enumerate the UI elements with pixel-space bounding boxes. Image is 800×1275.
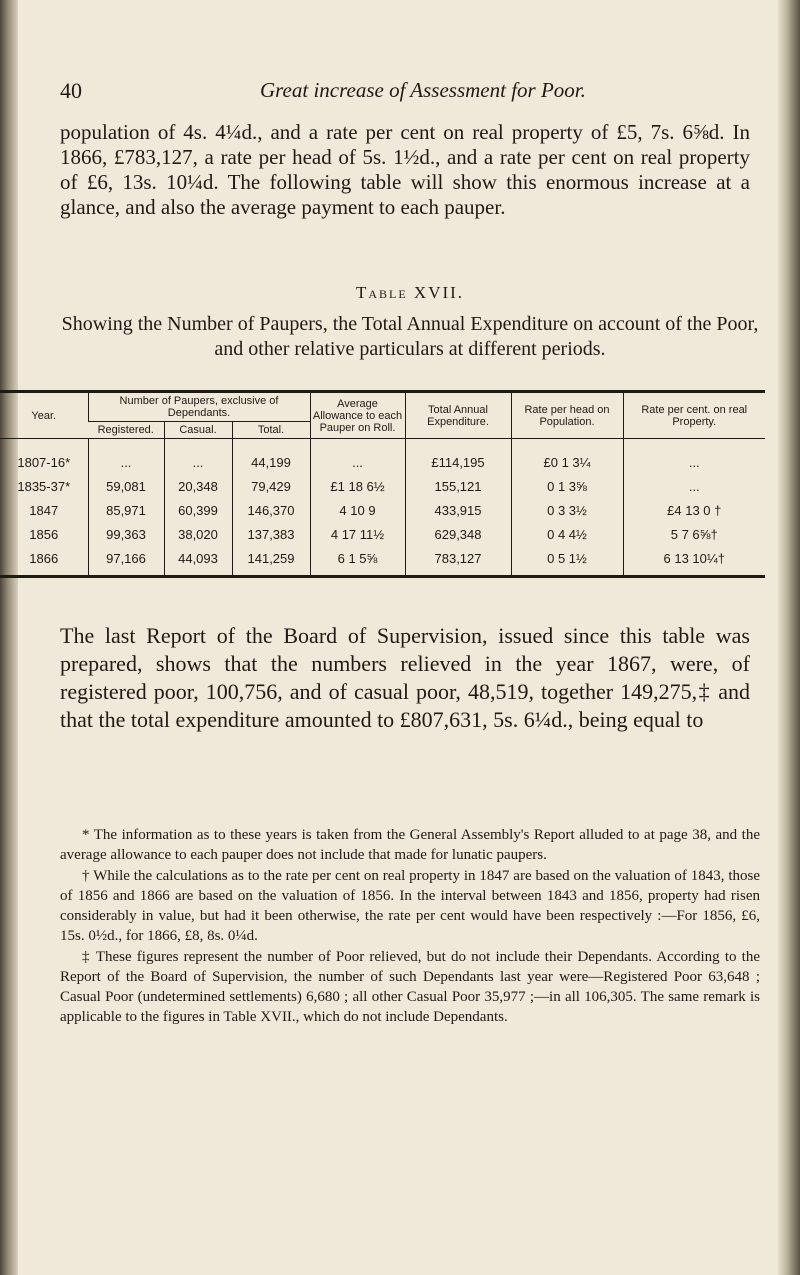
cell-total: 79,429 bbox=[232, 474, 310, 498]
cell-registered: 59,081 bbox=[88, 474, 164, 498]
footnote-asterisk: * The information as to these years is taken from the General Assembly's Report alluded to at page 38, and the average allowance to each pauper does not include that made for lunatic paupers. bbox=[60, 827, 760, 863]
table-caption: Showing the Number of Paupers, the Total Annual Expenditure on account of the Poor, and other relative particulars at different periods. bbox=[61, 313, 759, 360]
cell-allowance: 4 17 11½ bbox=[310, 522, 405, 546]
running-head: Great increase of Assessment for Poor. bbox=[260, 78, 586, 102]
table-row bbox=[0, 546, 765, 577]
cell-expenditure: 783,127 bbox=[405, 546, 511, 577]
header-registered: Registered. bbox=[88, 422, 164, 439]
header-paupers-group: Number of Paupers, exclusive of Dependants. bbox=[88, 392, 310, 422]
table-row bbox=[0, 522, 765, 546]
header-rate-head: Rate per head on Population. bbox=[511, 392, 623, 439]
cell-registered: ... bbox=[88, 439, 164, 475]
cell-rate-head: 0 4 4½ bbox=[511, 522, 623, 546]
table-row bbox=[0, 474, 765, 498]
cell-expenditure: 629,348 bbox=[405, 522, 511, 546]
table-title: Table XVII. bbox=[355, 283, 465, 302]
header-expenditure: Total Annual Expenditure. bbox=[405, 392, 511, 439]
cell-casual: 20,348 bbox=[164, 474, 232, 498]
cell-expenditure: £114,195 bbox=[405, 439, 511, 475]
cell-expenditure: 433,915 bbox=[405, 498, 511, 522]
page-number: 40 bbox=[60, 78, 82, 103]
cell-year: 1847 bbox=[29, 502, 59, 518]
body-paragraph: The last Report of the Board of Supervision, issued since this table was prepared, shows that the numbers relieved in the year 1867, were, of registered poor, 100,756, and of casual poor, 48,519, together 149,275,‡ and that the total expenditure amounted to £807,631, 5s. 6¼d., being equal to bbox=[60, 623, 750, 732]
cell-rate-head: £0 1 3¼ bbox=[511, 439, 623, 475]
cell-expenditure: 155,121 bbox=[405, 474, 511, 498]
cell-rate-cent: ... bbox=[623, 439, 765, 475]
footnotes bbox=[60, 825, 760, 1028]
footnote-double-dagger: ‡ These figures represent the number of Poor relieved, but do not include their Dependants. According to the Report of the Board of Supervision, the number of such Dependants last year were—Registered Poor 63,648 ; Casual Poor (undetermined settlements) 6,680 ; all other Casual Poor 35,977 ;—in all 106,305. The same remark is applicable to the figures in Table XVII., which do not include Dependants. bbox=[60, 949, 760, 1025]
table-container bbox=[0, 390, 765, 578]
cell-casual: 38,020 bbox=[164, 522, 232, 546]
cell-total: 146,370 bbox=[232, 498, 310, 522]
cell-casual: ... bbox=[164, 439, 232, 475]
cell-year: 1835-37* bbox=[17, 478, 71, 494]
cell-year: 1807-16* bbox=[17, 454, 71, 470]
cell-casual: 44,093 bbox=[164, 546, 232, 577]
cell-total: 44,199 bbox=[232, 439, 310, 475]
cell-total: 137,383 bbox=[232, 522, 310, 546]
cell-registered: 85,971 bbox=[88, 498, 164, 522]
footnote-dagger: † While the calculations as to the rate per cent on real property in 1847 are based on the valuation of 1843, those of 1856 and 1866 are based on the valuation of 1856. In the interval between 1843 and 1856, property had risen considerably in value, but had it been otherwise, the rate per cent would have been respectively :—For 1856, £6, 15s. 0½d., for 1866, £8, 8s. 0¼d. bbox=[60, 868, 760, 944]
cell-rate-cent: 5 7 6⅝† bbox=[623, 522, 765, 546]
cell-rate-cent: ... bbox=[623, 474, 765, 498]
header-casual: Casual. bbox=[164, 422, 232, 439]
cell-year: 1866 bbox=[29, 550, 59, 566]
book-page bbox=[17, 0, 760, 1275]
intro-paragraph: population of 4s. 4¼d., and a rate per cent on real property of £5, 7s. 6⅝d. In 1866, £783,127, a rate per head of 5s. 1½d., and a rate per cent on real property of £6, 13s. 10¼d. The following table will show this enormous increase at a glance, and also the average payment to each pauper. bbox=[60, 120, 750, 219]
header-rate-cent: Rate per cent. on real Property. bbox=[623, 392, 765, 439]
cell-rate-cent: £4 13 0 † bbox=[623, 498, 765, 522]
cell-rate-head: 0 5 1½ bbox=[511, 546, 623, 577]
cell-allowance: ... bbox=[310, 439, 405, 475]
cell-allowance: 4 10 9 bbox=[310, 498, 405, 522]
table-row bbox=[0, 498, 765, 522]
header-allowance: Average Allowance to each Pauper on Roll. bbox=[310, 392, 405, 439]
pauper-statistics-table bbox=[0, 390, 765, 578]
header-year: Year. bbox=[0, 392, 88, 439]
book-spine-shadow bbox=[0, 0, 18, 1275]
page-header bbox=[60, 78, 760, 108]
table-row bbox=[0, 439, 765, 475]
cell-total: 141,259 bbox=[232, 546, 310, 577]
page-edge-shadow bbox=[778, 0, 800, 1275]
cell-year: 1856 bbox=[29, 526, 59, 542]
cell-rate-head: 0 3 3½ bbox=[511, 498, 623, 522]
cell-rate-cent: 6 13 10¼† bbox=[623, 546, 765, 577]
header-total: Total. bbox=[232, 422, 310, 439]
cell-allowance: 6 1 5⅝ bbox=[310, 546, 405, 577]
cell-casual: 60,399 bbox=[164, 498, 232, 522]
cell-rate-head: 0 1 3⅝ bbox=[511, 474, 623, 498]
cell-registered: 97,166 bbox=[88, 546, 164, 577]
cell-allowance: £1 18 6½ bbox=[310, 474, 405, 498]
cell-registered: 99,363 bbox=[88, 522, 164, 546]
